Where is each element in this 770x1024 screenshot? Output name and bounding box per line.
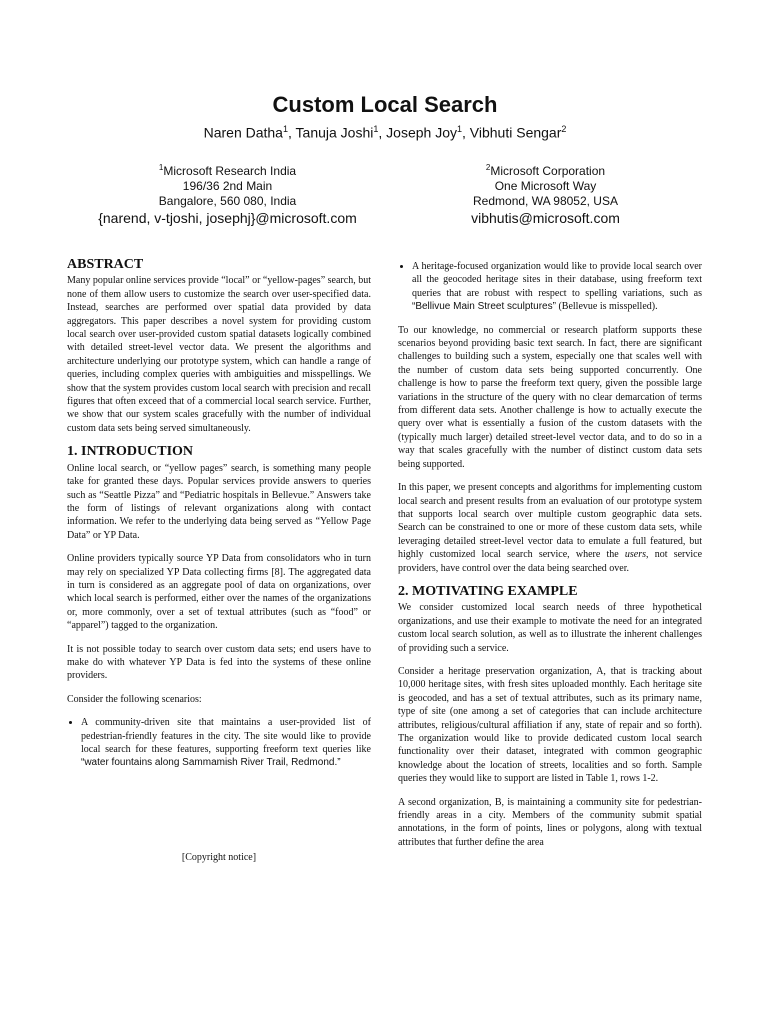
affil-address-line: Bangalore, 560 080, India — [158, 194, 297, 208]
paragraph: Online local search, or “yellow pages” search, is something many people take for granted these days. Popular services provide answers to queries such as “Seattle Pizza” and “Pediatric hospitals in Bellevue.” Answers take the form of listings of relevant organizations along with contact information. We refer to the underlying data being served as “Yellow Page Data” or YP Data. — [67, 462, 371, 541]
author-affil-mark: 1 — [373, 124, 379, 134]
affiliation-block-left — [70, 160, 385, 228]
paragraph: A second organization, B, is maintaining a community site for pedestrian-friendly areas in a city. Members of the community submit spatial annotations, in the form of points, lines or polygons, along with textual attributes that further define the area — [398, 796, 702, 848]
abstract-heading: ABSTRACT — [67, 257, 144, 272]
affil-email: {narend, v-tjoshi, josephj}@microsoft.com — [98, 210, 357, 226]
left-column — [67, 258, 371, 780]
author-affil-mark: 1 — [456, 124, 462, 134]
affil-email: vibhutis@microsoft.com — [471, 210, 620, 226]
author-name: Tanuja Joshi — [295, 124, 374, 141]
paragraph: It is not possible today to search over custom data sets; end users have to make do with whatever YP Data is fed into the systems of these online providers. — [67, 643, 371, 682]
paper-title: Custom Local Search — [272, 92, 498, 117]
scenario-item — [81, 716, 371, 770]
scenario-text: A heritage-focused organization would like to provide local search over all the geocoded heritage sites in their database, using freeform text queries that are robust with respect to spelling variations, such as — [412, 261, 702, 299]
paragraph: Online providers typically source YP Data from consolidators who in turn may rely on specialized YP Data collecting firms [8]. The aggregated data in turn is considered as an aggregate pool of data on organizations, over which local search is performed, either over the names of the organizations or, more commonly, over a set of textual attributes (such as “food” or “apparel”) tagged to the organization. — [67, 553, 371, 632]
paragraph — [398, 481, 702, 575]
abstract-text: Many popular online services provide “local” or “yellow-pages” search, but none of them allow users to customize the search over user-specified data. Instead, searches are performed over spatial data provided by data aggregators. This paper describes a novel system for providing custom local search over user-provided custom spatial datasets logically combined with detailed street-level vector data. We present the algorithms and architecture underlying our prototype system, which can handle a range of queries, including complex queries with ambiguities and misspellings. We show that the system provides custom local search with precision and recall figures that often exceed that of a commercial local search service. Further, we show that our system scales gracefully with the number of individual custom data sets being served simultaneously. — [67, 275, 371, 434]
scenario-item — [412, 260, 702, 314]
affil-org: Microsoft Research India — [163, 164, 297, 178]
author-affil-mark: 2 — [561, 124, 567, 134]
author-name: Vibhuti Sengar — [469, 124, 562, 141]
affiliation-block-right — [388, 160, 703, 228]
example-query: “water fountains along Sammamish River Trail, Redmond.” — [81, 757, 341, 769]
example-query: “Bellivue Main Street sculptures” — [412, 301, 556, 313]
scenario-text: (Bellevue is misspelled). — [555, 301, 658, 313]
paragraph: Consider a heritage preservation organization, A, that is tracking about 10,000 heritage sites, with fresh sites uploaded monthly. Each heritage site is geocoded, and has a set of textual attributes, such as its primary name, type of site (one among a set of categories that can include architecture attributes, religious/cultural affiliation if any, state of repair and so forth). The organization would like to provide dedicated custom local search functionality over their dataset, integrated with common geographic knowledge about the location of streets, localities and so forth. Sample queries they would like to support are listed in Table 1, rows 1-2. — [398, 665, 702, 785]
paragraph: We consider customized local search needs of three hypothetical organizations, and use their example to motivate the need for an integrated custom local search solution, as well as to illustrate the inherent challenges of providing such a service. — [398, 602, 702, 654]
scenario-list — [398, 260, 702, 314]
affil-address-line: One Microsoft Way — [494, 179, 597, 193]
affil-mark: 1 — [158, 163, 164, 172]
affil-address-line: Redmond, WA 98052, USA — [473, 194, 618, 208]
affil-org: Microsoft Corporation — [490, 164, 606, 178]
scenario-text: A community-driven site that maintains a user-provided list of pedestrian-friendly features in the city. The site would like to provide local search for these features, supporting freeform text queries like — [81, 717, 371, 755]
author-list: Naren Datha$^1$, Tanuja Joshi$^1$, Joseph Joy$^1$, Vibhuti Sengar$^2$ — [203, 124, 567, 141]
affil-mark: 2 — [485, 163, 491, 172]
copyright-notice: [Copyright notice] — [181, 852, 257, 863]
motivating-heading: 2. MOTIVATING EXAMPLE — [398, 583, 578, 599]
author-affil-mark: 1 — [282, 124, 288, 134]
emphasis-text: users — [624, 549, 647, 561]
author-name: Naren Datha — [203, 124, 283, 141]
paragraph: To our knowledge, no commercial or research platform supports these scenarios beyond providing basic text search. In fact, there are significant challenges to building such a system, especially one that scales well with the number of custom data sets being supported concurrently. One challenge is how to parse the freeform text query, given the possible large variations in the structure of the query with no clear demarcation of terms from different data sets. Another challenge is how to actually execute the query over what is essentially a fusion of the custom datasets with the (typically much larger) detailed street-level vector data, and to do so in a way that scales gracefully with the number of distinct custom data sets being supported. — [398, 324, 702, 470]
right-column — [398, 260, 702, 859]
scenario-list — [67, 716, 371, 770]
author-name: Joseph Joy — [386, 124, 457, 141]
introduction-heading: 1. INTRODUCTION — [67, 444, 194, 460]
affil-address-line: 196/36 2nd Main — [182, 179, 273, 193]
paragraph-text: In this paper, we present concepts and algorithms for implementing custom local search and present results from an evaluation of our prototype system that supports local search over multiple custom geographic data sets. Search can be constrained to one or more of these custom data sets, while leveraging detailed street-level vector data to emulate a full featured, but highly customized local search service, where the — [398, 482, 702, 561]
paragraph-text: , not service providers, have control over the data being searched over. — [398, 549, 703, 574]
paragraph: Consider the following scenarios: — [67, 693, 202, 705]
